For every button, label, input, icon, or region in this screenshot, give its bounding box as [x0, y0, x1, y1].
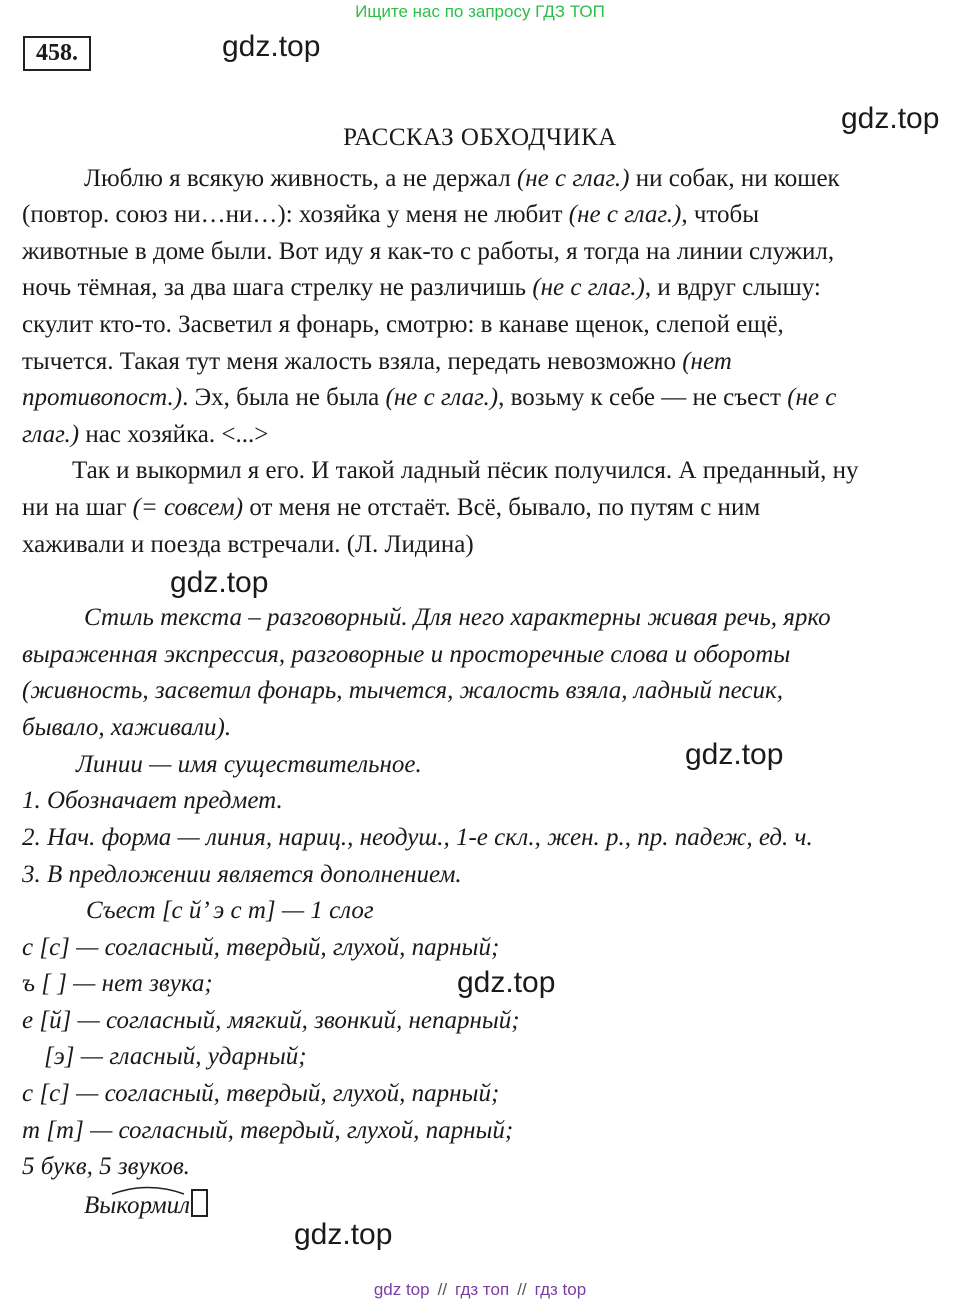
- watermark: gdz.top: [685, 738, 784, 771]
- analysis-line: ъ [ ] — нет звука;: [22, 970, 213, 997]
- footer-link-1[interactable]: gdz top: [373, 1280, 430, 1299]
- text-segment: скулит кто-то. Засветил я фонарь, смотрю: в канаве щенок, слепой ещё,: [22, 311, 784, 338]
- footer-separator: //: [517, 1280, 527, 1299]
- analysis-line: с [с] — согласный, твердый, глухой, парный;: [22, 1080, 500, 1107]
- text-line: [22, 310, 784, 340]
- watermark: gdz.top: [294, 1218, 393, 1251]
- grammar-note: противопост.): [22, 384, 183, 411]
- text-segment: (повтор. союз ни…ни…): хозяйка у меня не любит: [22, 201, 569, 228]
- text-segment: , возьму к себе — не съест: [498, 384, 788, 411]
- text-line: [22, 530, 474, 560]
- grammar-note: глаг.): [22, 421, 80, 448]
- text-segment: Люблю я всякую живность, а не держал: [84, 165, 517, 192]
- grammar-note: (не с глаг.): [568, 201, 682, 228]
- exercise-number: 458.: [23, 36, 91, 71]
- analysis-line: т [т] — согласный, твердый, глухой, парный;: [22, 1117, 514, 1144]
- grammar-note: (не с глаг.): [516, 165, 630, 192]
- analysis-line: выраженная экспрессия, разговорные и просторечные слова и обороты: [22, 641, 791, 668]
- morpheme-parse: [84, 1189, 208, 1221]
- text-segment: ни собак, ни кошек: [629, 165, 840, 192]
- grammar-note: (не с глаг.): [385, 384, 499, 411]
- analysis-line: (живность, засветил фонарь, тычется, жалость взяла, ладный песик,: [22, 677, 783, 704]
- text-segment: Так и выкормил я его. И такой ладный пёсик получился. А преданный, ну: [72, 457, 859, 484]
- watermark: gdz.top: [170, 566, 269, 599]
- text-line: [22, 493, 760, 523]
- text-segment: ни на шаг: [22, 494, 133, 521]
- text-title: РАССКАЗ ОБХОДЧИКА: [343, 124, 617, 151]
- text-segment: . Эх, была не была: [182, 384, 386, 411]
- grammar-note: (нет: [682, 348, 732, 375]
- analysis-line: с [с] — согласный, твердый, глухой, парный;: [22, 934, 500, 961]
- text-segment: , и вдруг слышу:: [644, 274, 821, 301]
- text-line: [22, 237, 834, 267]
- analysis-line: 1. Обозначает предмет.: [22, 787, 283, 814]
- text-line: [84, 164, 840, 194]
- text-line: [72, 456, 858, 486]
- analysis-line: бывало, хаживали).: [22, 714, 232, 741]
- grammar-note: (= совсем): [132, 494, 244, 521]
- footer-link-2[interactable]: гдз топ: [455, 1280, 510, 1299]
- analysis-line: [э] — гласный, ударный;: [44, 1043, 307, 1070]
- analysis-line: Линии — имя существительное.: [76, 751, 422, 778]
- watermark: gdz.top: [457, 966, 556, 999]
- watermark: gdz.top: [841, 102, 940, 135]
- text-segment: от меня не отстаёт. Всё, бывало, по путям с ним: [243, 494, 761, 521]
- analysis-line: е [й] — согласный, мягкий, звонкий, непарный;: [22, 1007, 520, 1034]
- grammar-note: (не с: [787, 384, 837, 411]
- footer-links: [0, 1280, 960, 1300]
- footer-separator: //: [437, 1280, 448, 1299]
- grammar-note: (не с глаг.): [532, 274, 645, 301]
- text-line: [22, 273, 821, 303]
- text-segment: нас хозяйка. <...>: [79, 421, 269, 448]
- analysis-line: 2. Нач. форма — линия, нариц., неодуш., 1-е скл., жен. р., пр. падеж, ед. ч.: [22, 824, 813, 851]
- text-segment: животные в доме были. Вот иду я как-то с работы, я тогда на линии служил,: [22, 238, 835, 265]
- text-segment: ночь тёмная, за два шага стрелку не различишь: [22, 274, 533, 301]
- text-line: [22, 200, 759, 230]
- text-line: [22, 383, 836, 413]
- analysis-line: Стиль текста – разговорный. Для него характерны живая речь, ярко: [84, 604, 831, 631]
- text-line: [22, 420, 268, 450]
- watermark: gdz.top: [222, 30, 321, 63]
- text-segment: тычется. Такая тут меня жалость взяла, передать невозможно: [22, 348, 683, 375]
- morph-word: Выкормил: [84, 1192, 191, 1219]
- text-segment: хаживали и поезда встречали. (Л. Лидина): [22, 531, 474, 558]
- text-segment: , чтобы: [681, 201, 760, 228]
- text-line: [22, 347, 732, 377]
- footer-link-3[interactable]: гдз top: [534, 1280, 587, 1299]
- search-banner[interactable]: Ищите нас по запросу ГДЗ ТОП: [355, 2, 605, 21]
- analysis-line: 3. В предложении является дополнением.: [22, 861, 462, 888]
- root-arc-mark: [110, 1183, 186, 1195]
- analysis-line: 5 букв, 5 звуков.: [22, 1153, 190, 1180]
- analysis-line: Съест [с й’ э с т] — 1 слог: [86, 897, 374, 924]
- zero-ending-box: [191, 1189, 208, 1217]
